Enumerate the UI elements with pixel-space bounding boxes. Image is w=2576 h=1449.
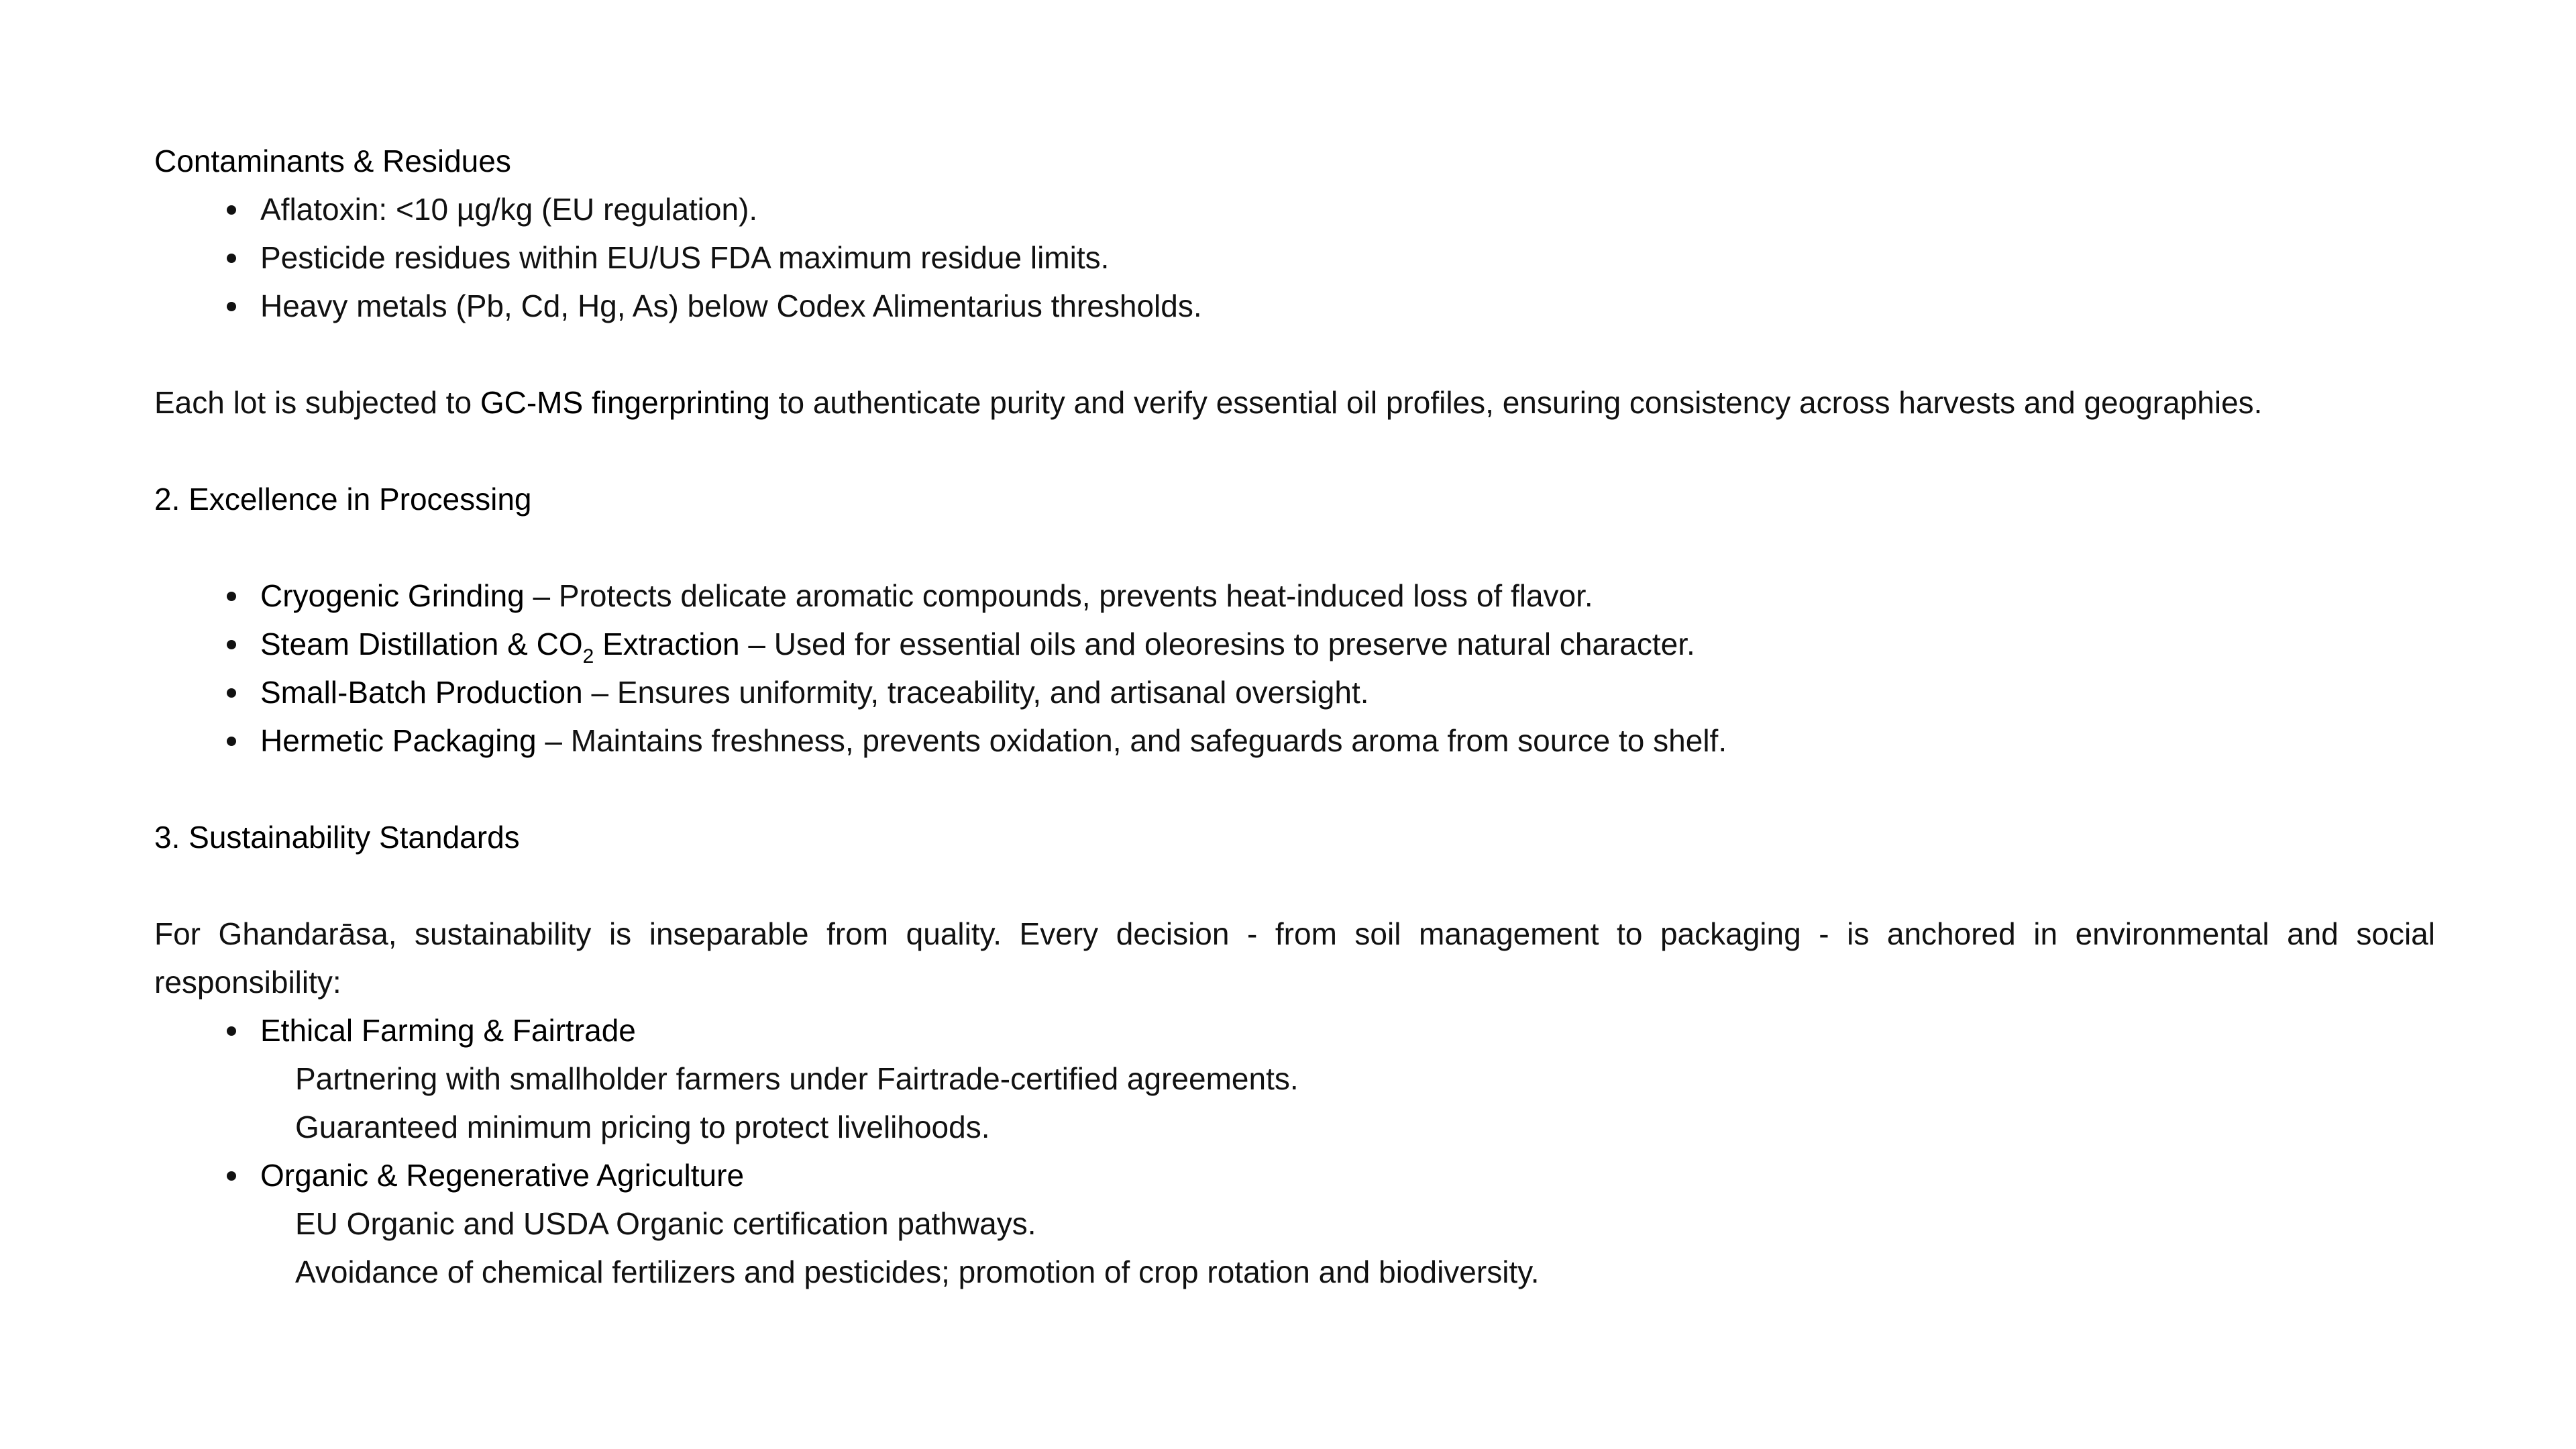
item-title: Ethical Farming & Fairtrade	[260, 1013, 636, 1048]
spacer	[154, 765, 2435, 813]
gcms-suffix: to authenticate purity and verify essential oil profiles, ensuring consistency across harvests and geographies.	[769, 385, 2263, 420]
item-term: Hermetic Packaging	[260, 723, 537, 758]
processing-heading: 2. Excellence in Processing	[154, 482, 532, 517]
item-detail: Guaranteed minimum pricing to protect livelihoods.	[295, 1110, 990, 1144]
list-item	[260, 572, 2435, 620]
list-item	[260, 668, 2435, 716]
sustainability-list	[154, 1006, 2435, 1296]
spacer	[154, 330, 2435, 378]
item-term-subscript: 2	[582, 645, 594, 667]
list-item: Aflatoxin: <10 µg/kg (EU regulation).	[260, 185, 2435, 233]
item-term: Small-Batch Production	[260, 675, 583, 710]
document-page	[154, 137, 2435, 1296]
item-term-tail: Extraction	[594, 627, 740, 661]
list-item	[260, 716, 2435, 765]
item-term: Cryogenic Grinding	[260, 578, 525, 613]
spacer	[154, 523, 2435, 572]
processing-list	[154, 572, 2435, 765]
gcms-emphasis: GC-MS fingerprinting	[480, 385, 770, 420]
spacer	[154, 861, 2435, 910]
item-detail: EU Organic and USDA Organic certification pathways.	[295, 1206, 1036, 1241]
spacer	[154, 427, 2435, 475]
item-desc: – Maintains freshness, prevents oxidation, and safeguards aroma from source to shelf.	[536, 723, 1727, 758]
list-item	[260, 1151, 2435, 1296]
list-item: Pesticide residues within EU/US FDA maximum residue limits.	[260, 233, 2435, 282]
gcms-paragraph	[154, 378, 2435, 427]
sustainability-intro: For Ghandarāsa, sustainability is inseparable from quality. Every decision - from soil management to packaging - is anchored in environmental and social responsibility:	[154, 916, 2435, 1000]
item-desc: – Ensures uniformity, traceability, and artisanal oversight.	[582, 675, 1369, 710]
sustainability-heading: 3. Sustainability Standards	[154, 820, 520, 855]
item-term: Steam Distillation & CO	[260, 627, 583, 661]
item-desc: – Used for essential oils and oleoresins to preserve natural character.	[739, 627, 1695, 661]
contaminants-heading: Contaminants & Residues	[154, 144, 511, 178]
item-desc: – Protects delicate aromatic compounds, prevents heat-induced loss of flavor.	[524, 578, 1593, 613]
contaminants-list	[154, 185, 2435, 330]
list-item	[260, 1006, 2435, 1151]
item-detail: Avoidance of chemical fertilizers and pesticides; promotion of crop rotation and biodiversity.	[295, 1254, 1540, 1289]
list-item: Heavy metals (Pb, Cd, Hg, As) below Codex Alimentarius thresholds.	[260, 282, 2435, 330]
item-title: Organic & Regenerative Agriculture	[260, 1158, 745, 1193]
list-item	[260, 620, 2435, 668]
gcms-prefix: Each lot is subjected to	[154, 385, 480, 420]
item-detail: Partnering with smallholder farmers under Fairtrade-certified agreements.	[295, 1061, 1299, 1096]
